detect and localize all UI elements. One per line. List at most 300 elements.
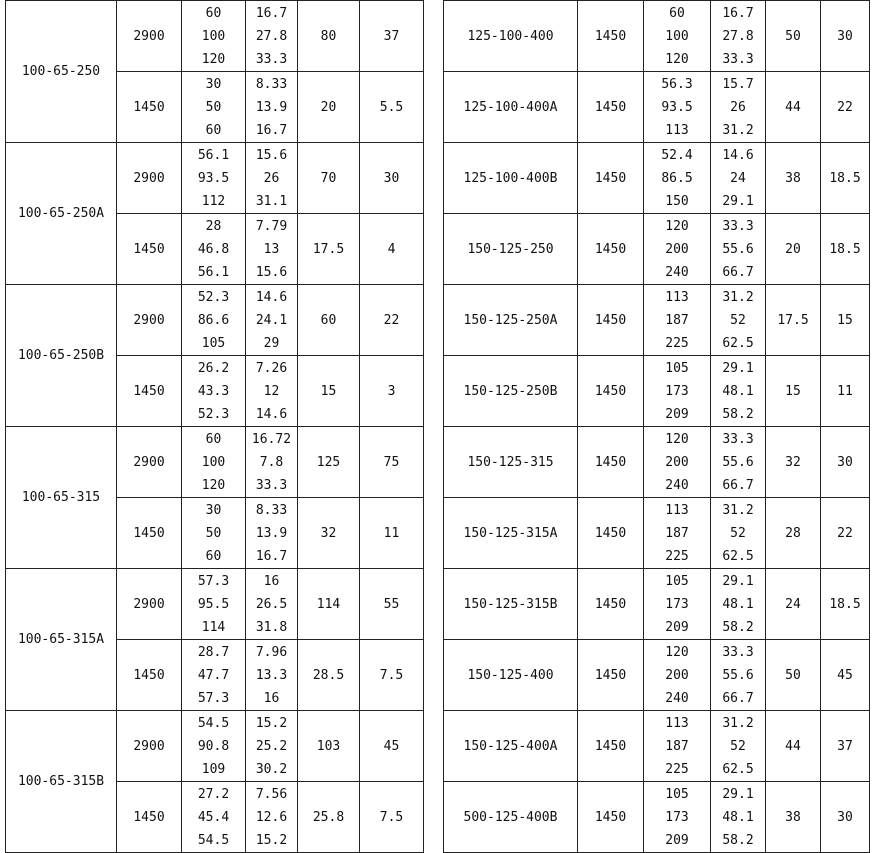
speed-rpm: 2900 bbox=[117, 285, 182, 356]
flow-m3h-value: 47.7 bbox=[197, 668, 230, 683]
flow-ls-value: 52 bbox=[730, 313, 746, 328]
flow-ls-value: 16.7 bbox=[255, 549, 288, 564]
flow-m3h-value: 114 bbox=[201, 620, 226, 635]
speed-rpm: 1450 bbox=[578, 782, 644, 853]
flow-ls bbox=[711, 498, 766, 569]
table-row bbox=[444, 782, 870, 853]
flow-m3h-value: 105 bbox=[665, 787, 689, 802]
pump-model: 150-125-400A bbox=[444, 711, 578, 782]
table-row bbox=[6, 285, 424, 356]
head-m: 28.5 bbox=[298, 640, 360, 711]
pump-model: 150-125-315B bbox=[444, 569, 578, 640]
head-m: 20 bbox=[766, 214, 821, 285]
flow-m3h-value: 109 bbox=[201, 762, 226, 777]
table-row bbox=[6, 427, 424, 498]
flow-ls-value: 58.2 bbox=[722, 407, 754, 422]
flow-m3h-value: 52.3 bbox=[197, 407, 230, 422]
flow-ls bbox=[711, 640, 766, 711]
flow-ls-value: 58.2 bbox=[722, 620, 754, 635]
table-row bbox=[444, 143, 870, 214]
flow-ls-value: 16.7 bbox=[255, 123, 288, 138]
flow-ls-value: 52 bbox=[730, 739, 746, 754]
speed-rpm: 1450 bbox=[117, 356, 182, 427]
pump-spec-table-right bbox=[443, 0, 870, 853]
flow-m3h-value: 30 bbox=[205, 503, 222, 518]
head-m: 70 bbox=[298, 143, 360, 214]
flow-ls bbox=[711, 569, 766, 640]
flow-m3h-value: 187 bbox=[665, 526, 689, 541]
flow-ls-value: 7.79 bbox=[255, 219, 288, 234]
flow-ls-value: 13.9 bbox=[255, 526, 288, 541]
head-m: 32 bbox=[766, 427, 821, 498]
speed-rpm: 2900 bbox=[117, 1, 182, 72]
pump-model: 150-125-315 bbox=[444, 427, 578, 498]
flow-ls bbox=[246, 72, 298, 143]
flow-ls-value: 33.3 bbox=[722, 219, 754, 234]
flow-m3h-value: 50 bbox=[205, 100, 222, 115]
flow-ls-value: 15.6 bbox=[255, 148, 288, 163]
flow-m3h-value: 150 bbox=[665, 194, 689, 209]
flow-m3h bbox=[182, 1, 246, 72]
motor-power-kw: 18.5 bbox=[821, 143, 870, 214]
flow-ls-value: 13.3 bbox=[255, 668, 288, 683]
flow-ls-value: 7.96 bbox=[255, 645, 288, 660]
flow-m3h bbox=[182, 356, 246, 427]
flow-ls-value: 16.72 bbox=[251, 432, 292, 447]
motor-power-kw: 18.5 bbox=[821, 214, 870, 285]
flow-m3h bbox=[182, 143, 246, 214]
flow-m3h bbox=[644, 356, 711, 427]
motor-power-kw: 30 bbox=[821, 782, 870, 853]
motor-power-kw: 30 bbox=[360, 143, 424, 214]
flow-m3h bbox=[182, 285, 246, 356]
motor-power-kw: 22 bbox=[360, 285, 424, 356]
flow-m3h bbox=[644, 1, 711, 72]
flow-ls bbox=[246, 214, 298, 285]
speed-rpm: 1450 bbox=[117, 214, 182, 285]
head-m: 50 bbox=[766, 640, 821, 711]
flow-ls-value: 31.8 bbox=[255, 620, 288, 635]
flow-m3h-value: 173 bbox=[665, 384, 689, 399]
head-m: 125 bbox=[298, 427, 360, 498]
speed-rpm: 1450 bbox=[578, 569, 644, 640]
flow-m3h-value: 187 bbox=[665, 739, 689, 754]
pump-model: 100-65-315B bbox=[6, 711, 117, 853]
motor-power-kw: 30 bbox=[821, 1, 870, 72]
flow-m3h bbox=[644, 427, 711, 498]
speed-rpm: 2900 bbox=[117, 569, 182, 640]
flow-m3h-value: 240 bbox=[665, 478, 689, 493]
flow-ls bbox=[711, 72, 766, 143]
flow-m3h-value: 209 bbox=[665, 407, 689, 422]
flow-ls-value: 55.6 bbox=[722, 455, 754, 470]
table-row bbox=[444, 285, 870, 356]
pump-model: 100-65-250 bbox=[6, 1, 117, 143]
flow-m3h-value: 57.3 bbox=[197, 574, 230, 589]
flow-ls-value: 14.6 bbox=[722, 148, 754, 163]
flow-ls-value: 30.2 bbox=[255, 762, 288, 777]
flow-ls bbox=[711, 782, 766, 853]
flow-ls-value: 33.3 bbox=[255, 52, 288, 67]
pump-model: 125-100-400 bbox=[444, 1, 578, 72]
speed-rpm: 1450 bbox=[578, 640, 644, 711]
flow-m3h-value: 45.4 bbox=[197, 810, 230, 825]
speed-rpm: 1450 bbox=[578, 498, 644, 569]
flow-m3h-value: 120 bbox=[201, 478, 226, 493]
flow-m3h-value: 120 bbox=[665, 219, 689, 234]
flow-ls bbox=[246, 356, 298, 427]
flow-ls-value: 66.7 bbox=[722, 265, 754, 280]
pump-model: 500-125-400B bbox=[444, 782, 578, 853]
flow-ls-value: 14.6 bbox=[255, 407, 288, 422]
flow-m3h-value: 90.8 bbox=[197, 739, 230, 754]
motor-power-kw: 45 bbox=[821, 640, 870, 711]
flow-ls-value: 33.3 bbox=[255, 478, 288, 493]
flow-m3h-value: 56.3 bbox=[661, 77, 693, 92]
flow-m3h-value: 60 bbox=[205, 549, 222, 564]
flow-ls-value: 29 bbox=[263, 336, 280, 351]
flow-ls-value: 62.5 bbox=[722, 336, 754, 351]
motor-power-kw: 37 bbox=[821, 711, 870, 782]
motor-power-kw: 75 bbox=[360, 427, 424, 498]
head-m: 103 bbox=[298, 711, 360, 782]
flow-ls-value: 33.3 bbox=[722, 432, 754, 447]
flow-ls-value: 31.2 bbox=[722, 123, 754, 138]
pump-model: 100-65-250A bbox=[6, 143, 117, 285]
pump-model: 150-125-400 bbox=[444, 640, 578, 711]
flow-m3h-value: 100 bbox=[665, 29, 689, 44]
head-m: 24 bbox=[766, 569, 821, 640]
motor-power-kw: 5.5 bbox=[360, 72, 424, 143]
flow-m3h-value: 113 bbox=[665, 123, 689, 138]
flow-m3h-value: 93.5 bbox=[197, 171, 230, 186]
head-m: 38 bbox=[766, 143, 821, 214]
speed-rpm: 1450 bbox=[578, 214, 644, 285]
flow-m3h-value: 105 bbox=[665, 361, 689, 376]
flow-ls-value: 15.2 bbox=[255, 833, 288, 848]
table-row bbox=[444, 214, 870, 285]
flow-ls-value: 16 bbox=[263, 691, 280, 706]
flow-ls bbox=[246, 427, 298, 498]
flow-ls bbox=[246, 640, 298, 711]
flow-m3h-value: 60 bbox=[205, 6, 222, 21]
flow-ls-value: 66.7 bbox=[722, 691, 754, 706]
flow-ls-value: 12.6 bbox=[255, 810, 288, 825]
head-m: 44 bbox=[766, 711, 821, 782]
flow-m3h-value: 113 bbox=[665, 290, 689, 305]
motor-power-kw: 45 bbox=[360, 711, 424, 782]
speed-rpm: 1450 bbox=[578, 143, 644, 214]
flow-m3h bbox=[644, 143, 711, 214]
flow-ls-value: 55.6 bbox=[722, 242, 754, 257]
pump-model: 150-125-250B bbox=[444, 356, 578, 427]
flow-ls bbox=[246, 711, 298, 782]
flow-m3h bbox=[182, 498, 246, 569]
flow-m3h-value: 105 bbox=[665, 574, 689, 589]
table-row bbox=[444, 356, 870, 427]
flow-ls bbox=[711, 1, 766, 72]
pump-model: 100-65-315 bbox=[6, 427, 117, 569]
flow-m3h-value: 200 bbox=[665, 455, 689, 470]
flow-m3h bbox=[182, 640, 246, 711]
table-row bbox=[444, 640, 870, 711]
motor-power-kw: 11 bbox=[360, 498, 424, 569]
motor-power-kw: 7.5 bbox=[360, 640, 424, 711]
flow-m3h-value: 240 bbox=[665, 691, 689, 706]
flow-m3h-value: 200 bbox=[665, 242, 689, 257]
flow-ls-value: 48.1 bbox=[722, 384, 754, 399]
table-row bbox=[444, 711, 870, 782]
flow-m3h-value: 60 bbox=[669, 6, 685, 21]
flow-m3h-value: 28 bbox=[205, 219, 222, 234]
flow-ls bbox=[246, 285, 298, 356]
pump-model: 150-125-250A bbox=[444, 285, 578, 356]
flow-ls bbox=[711, 356, 766, 427]
head-m: 28 bbox=[766, 498, 821, 569]
head-m: 25.8 bbox=[298, 782, 360, 853]
flow-ls-value: 29.1 bbox=[722, 574, 754, 589]
flow-ls-value: 52 bbox=[730, 526, 746, 541]
flow-ls-value: 8.33 bbox=[255, 77, 288, 92]
pump-model: 125-100-400B bbox=[444, 143, 578, 214]
head-m: 15 bbox=[766, 356, 821, 427]
flow-m3h bbox=[182, 214, 246, 285]
flow-ls-value: 27.8 bbox=[255, 29, 288, 44]
motor-power-kw: 15 bbox=[821, 285, 870, 356]
flow-m3h bbox=[182, 711, 246, 782]
flow-ls-value: 25.2 bbox=[255, 739, 288, 754]
flow-m3h-value: 200 bbox=[665, 668, 689, 683]
flow-ls-value: 13.9 bbox=[255, 100, 288, 115]
motor-power-kw: 11 bbox=[821, 356, 870, 427]
pump-spec-table-left bbox=[5, 0, 424, 853]
flow-m3h bbox=[644, 640, 711, 711]
flow-m3h-value: 54.5 bbox=[197, 833, 230, 848]
motor-power-kw: 30 bbox=[821, 427, 870, 498]
speed-rpm: 2900 bbox=[117, 427, 182, 498]
flow-ls-value: 48.1 bbox=[722, 810, 754, 825]
table-row bbox=[6, 143, 424, 214]
speed-rpm: 1450 bbox=[578, 711, 644, 782]
motor-power-kw: 4 bbox=[360, 214, 424, 285]
flow-m3h-value: 105 bbox=[201, 336, 226, 351]
flow-m3h-value: 209 bbox=[665, 833, 689, 848]
head-m: 20 bbox=[298, 72, 360, 143]
flow-m3h bbox=[644, 711, 711, 782]
flow-ls bbox=[711, 143, 766, 214]
table-row bbox=[444, 72, 870, 143]
flow-m3h-value: 50 bbox=[205, 526, 222, 541]
flow-ls-value: 14.6 bbox=[255, 290, 288, 305]
flow-ls-value: 27.8 bbox=[722, 29, 754, 44]
speed-rpm: 1450 bbox=[578, 427, 644, 498]
motor-power-kw: 37 bbox=[360, 1, 424, 72]
flow-m3h-value: 173 bbox=[665, 810, 689, 825]
motor-power-kw: 55 bbox=[360, 569, 424, 640]
flow-m3h-value: 27.2 bbox=[197, 787, 230, 802]
head-m: 60 bbox=[298, 285, 360, 356]
flow-ls-value: 31.2 bbox=[722, 290, 754, 305]
flow-ls-value: 24.1 bbox=[255, 313, 288, 328]
flow-ls-value: 31.2 bbox=[722, 716, 754, 731]
flow-ls-value: 12 bbox=[263, 384, 280, 399]
flow-m3h bbox=[182, 427, 246, 498]
flow-ls-value: 66.7 bbox=[722, 478, 754, 493]
speed-rpm: 1450 bbox=[117, 782, 182, 853]
flow-ls-value: 7.56 bbox=[255, 787, 288, 802]
pump-model: 100-65-250B bbox=[6, 285, 117, 427]
flow-ls-value: 13 bbox=[263, 242, 280, 257]
motor-power-kw: 22 bbox=[821, 498, 870, 569]
flow-ls bbox=[711, 711, 766, 782]
flow-ls-value: 16 bbox=[263, 574, 280, 589]
motor-power-kw: 7.5 bbox=[360, 782, 424, 853]
flow-ls-value: 7.8 bbox=[259, 455, 284, 470]
flow-m3h bbox=[644, 569, 711, 640]
flow-ls-value: 7.26 bbox=[255, 361, 288, 376]
pump-model: 150-125-315A bbox=[444, 498, 578, 569]
flow-m3h-value: 113 bbox=[665, 503, 689, 518]
flow-m3h-value: 120 bbox=[201, 52, 226, 67]
flow-ls-value: 33.3 bbox=[722, 52, 754, 67]
flow-ls-value: 29.1 bbox=[722, 194, 754, 209]
flow-m3h-value: 30 bbox=[205, 77, 222, 92]
head-m: 38 bbox=[766, 782, 821, 853]
flow-ls bbox=[246, 569, 298, 640]
flow-m3h bbox=[644, 72, 711, 143]
flow-m3h-value: 95.5 bbox=[197, 597, 230, 612]
flow-m3h-value: 26.2 bbox=[197, 361, 230, 376]
table-row bbox=[6, 711, 424, 782]
flow-m3h-value: 54.5 bbox=[197, 716, 230, 731]
flow-ls-value: 62.5 bbox=[722, 762, 754, 777]
flow-m3h-value: 112 bbox=[201, 194, 226, 209]
flow-m3h-value: 120 bbox=[665, 52, 689, 67]
motor-power-kw: 22 bbox=[821, 72, 870, 143]
flow-m3h-value: 52.3 bbox=[197, 290, 230, 305]
flow-m3h bbox=[182, 782, 246, 853]
flow-ls-value: 33.3 bbox=[722, 645, 754, 660]
flow-m3h-value: 100 bbox=[201, 455, 226, 470]
flow-m3h-value: 86.5 bbox=[661, 171, 693, 186]
flow-ls-value: 26.5 bbox=[255, 597, 288, 612]
motor-power-kw: 3 bbox=[360, 356, 424, 427]
speed-rpm: 1450 bbox=[578, 356, 644, 427]
flow-ls-value: 15.2 bbox=[255, 716, 288, 731]
flow-ls-value: 24 bbox=[730, 171, 746, 186]
head-m: 44 bbox=[766, 72, 821, 143]
head-m: 17.5 bbox=[766, 285, 821, 356]
speed-rpm: 1450 bbox=[117, 640, 182, 711]
flow-m3h-value: 173 bbox=[665, 597, 689, 612]
pump-model: 125-100-400A bbox=[444, 72, 578, 143]
flow-m3h-value: 43.3 bbox=[197, 384, 230, 399]
flow-ls-value: 29.1 bbox=[722, 361, 754, 376]
flow-m3h-value: 225 bbox=[665, 762, 689, 777]
flow-ls-value: 55.6 bbox=[722, 668, 754, 683]
flow-m3h bbox=[644, 285, 711, 356]
speed-rpm: 2900 bbox=[117, 143, 182, 214]
flow-ls-value: 31.2 bbox=[722, 503, 754, 518]
speed-rpm: 2900 bbox=[117, 711, 182, 782]
table-row bbox=[444, 498, 870, 569]
speed-rpm: 1450 bbox=[117, 498, 182, 569]
flow-m3h-value: 56.1 bbox=[197, 265, 230, 280]
flow-ls-value: 58.2 bbox=[722, 833, 754, 848]
flow-ls bbox=[711, 427, 766, 498]
flow-m3h-value: 60 bbox=[205, 432, 222, 447]
flow-m3h-value: 225 bbox=[665, 336, 689, 351]
flow-m3h-value: 120 bbox=[665, 645, 689, 660]
flow-ls bbox=[246, 1, 298, 72]
motor-power-kw: 18.5 bbox=[821, 569, 870, 640]
head-m: 17.5 bbox=[298, 214, 360, 285]
flow-m3h-value: 52.4 bbox=[661, 148, 693, 163]
flow-m3h-value: 225 bbox=[665, 549, 689, 564]
flow-ls-value: 16.7 bbox=[255, 6, 288, 21]
flow-ls-value: 62.5 bbox=[722, 549, 754, 564]
flow-ls-value: 15.7 bbox=[722, 77, 754, 92]
table-row bbox=[6, 1, 424, 72]
speed-rpm: 1450 bbox=[117, 72, 182, 143]
flow-m3h bbox=[644, 782, 711, 853]
flow-ls-value: 48.1 bbox=[722, 597, 754, 612]
flow-ls-value: 8.33 bbox=[255, 503, 288, 518]
head-m: 80 bbox=[298, 1, 360, 72]
table-row bbox=[444, 569, 870, 640]
head-m: 15 bbox=[298, 356, 360, 427]
speed-rpm: 1450 bbox=[578, 72, 644, 143]
flow-m3h bbox=[644, 498, 711, 569]
flow-ls-value: 26 bbox=[730, 100, 746, 115]
flow-ls-value: 31.1 bbox=[255, 194, 288, 209]
flow-ls-value: 15.6 bbox=[255, 265, 288, 280]
flow-m3h bbox=[644, 214, 711, 285]
flow-ls-value: 26 bbox=[263, 171, 280, 186]
flow-m3h-value: 60 bbox=[205, 123, 222, 138]
flow-m3h-value: 56.1 bbox=[197, 148, 230, 163]
table-row bbox=[6, 569, 424, 640]
flow-m3h-value: 100 bbox=[201, 29, 226, 44]
flow-ls-value: 29.1 bbox=[722, 787, 754, 802]
pump-model: 100-65-315A bbox=[6, 569, 117, 711]
flow-m3h-value: 28.7 bbox=[197, 645, 230, 660]
table-row bbox=[444, 427, 870, 498]
flow-ls bbox=[246, 498, 298, 569]
flow-m3h-value: 113 bbox=[665, 716, 689, 731]
flow-ls-value: 16.7 bbox=[722, 6, 754, 21]
flow-m3h-value: 86.6 bbox=[197, 313, 230, 328]
flow-m3h-value: 46.8 bbox=[197, 242, 230, 257]
flow-ls bbox=[711, 285, 766, 356]
flow-m3h-value: 240 bbox=[665, 265, 689, 280]
speed-rpm: 1450 bbox=[578, 285, 644, 356]
head-m: 114 bbox=[298, 569, 360, 640]
flow-ls bbox=[711, 214, 766, 285]
flow-ls bbox=[246, 143, 298, 214]
flow-m3h-value: 209 bbox=[665, 620, 689, 635]
flow-m3h bbox=[182, 569, 246, 640]
flow-m3h-value: 120 bbox=[665, 432, 689, 447]
head-m: 32 bbox=[298, 498, 360, 569]
flow-m3h-value: 187 bbox=[665, 313, 689, 328]
head-m: 50 bbox=[766, 1, 821, 72]
speed-rpm: 1450 bbox=[578, 1, 644, 72]
flow-m3h bbox=[182, 72, 246, 143]
pump-model: 150-125-250 bbox=[444, 214, 578, 285]
table-row bbox=[444, 1, 870, 72]
flow-ls bbox=[246, 782, 298, 853]
